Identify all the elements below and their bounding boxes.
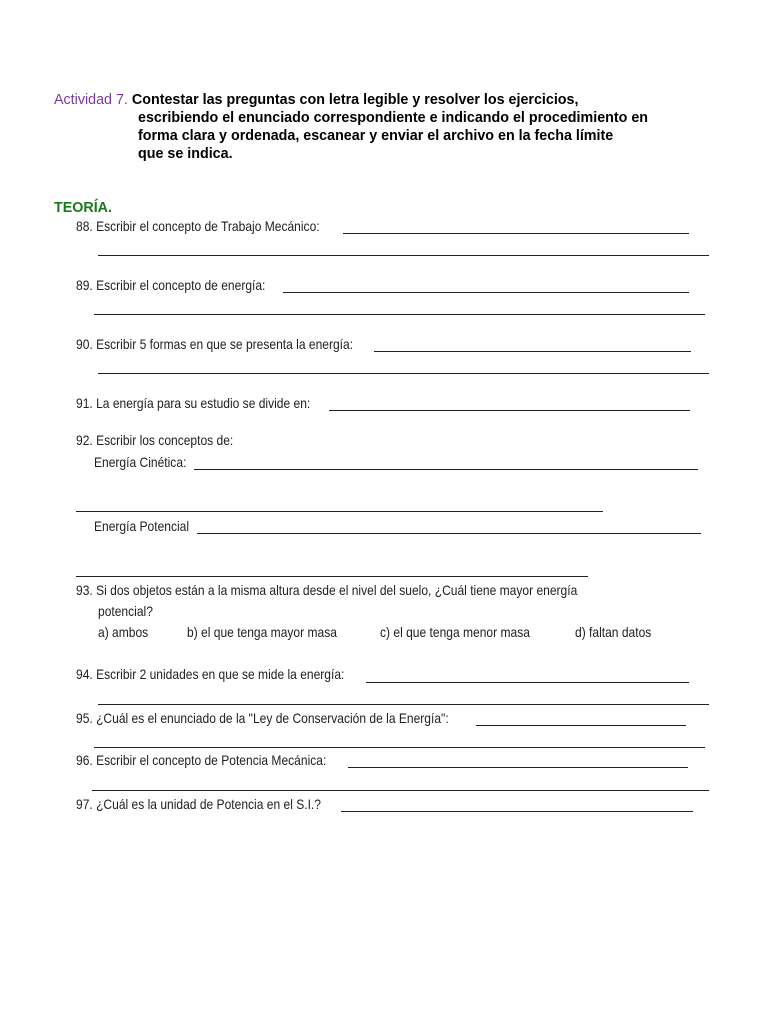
instruction-line-2: escribiendo el enunciado correspondiente e indicando el procedimiento en — [138, 110, 649, 126]
answer-line-96b[interactable] — [92, 790, 709, 791]
question-88: 88. Escribir el concepto de Trabajo Mecánico: — [76, 218, 320, 234]
question-91: 91. La energía para su estudio se divide en: — [76, 395, 311, 411]
question-95: 95. ¿Cuál es el enunciado de la "Ley de Conservación de la Energía": — [76, 710, 449, 726]
answer-line-89a[interactable] — [283, 292, 689, 293]
question-96: 96. Escribir el concepto de Potencia Mecánica: — [76, 752, 327, 768]
answer-line-90b[interactable] — [98, 373, 709, 374]
option-d[interactable]: d) faltan datos — [575, 624, 652, 640]
question-93: 93. Si dos objetos están a la misma altura desde el nivel del suelo, ¿Cuál tiene mayor energía — [76, 582, 578, 598]
question-92-kinetic-label: Energía Cinética: — [94, 454, 187, 470]
answer-line-94a[interactable] — [366, 682, 689, 683]
instruction-line-1: Contestar las preguntas con letra legible y resolver los ejercicios, — [131, 92, 579, 108]
activity-instructions — [54, 92, 578, 108]
question-94: 94. Escribir 2 unidades en que se mide la energía: — [76, 666, 345, 682]
answer-line-97[interactable] — [341, 811, 693, 812]
answer-line-92-potential-b[interactable] — [76, 576, 588, 577]
answer-line-95a[interactable] — [476, 725, 686, 726]
option-c[interactable]: c) el que tenga menor masa — [380, 624, 530, 640]
answer-line-95b[interactable] — [94, 747, 705, 748]
instruction-line-4: que se indica. — [138, 146, 233, 162]
answer-line-91[interactable] — [329, 410, 690, 411]
activity-label: Actividad 7. — [54, 92, 128, 108]
answer-line-88a[interactable] — [343, 233, 689, 234]
section-title: TEORÍA. — [54, 200, 112, 216]
option-a[interactable]: a) ambos — [98, 624, 149, 640]
answer-line-94b[interactable] — [98, 704, 709, 705]
answer-line-90a[interactable] — [374, 351, 691, 352]
question-90: 90. Escribir 5 formas en que se presenta la energía: — [76, 336, 354, 352]
answer-line-88b[interactable] — [98, 255, 709, 256]
answer-line-96a[interactable] — [348, 767, 688, 768]
answer-line-92-potential-a[interactable] — [197, 533, 701, 534]
question-93-continuation: potencial? — [98, 603, 153, 619]
answer-line-92-kinetic-b[interactable] — [76, 511, 603, 512]
question-89: 89. Escribir el concepto de energía: — [76, 277, 266, 293]
question-97: 97. ¿Cuál es la unidad de Potencia en el S.I.? — [76, 796, 321, 812]
answer-line-92-kinetic-a[interactable] — [194, 469, 698, 470]
answer-line-89b[interactable] — [94, 314, 705, 315]
question-92: 92. Escribir los conceptos de: — [76, 432, 234, 448]
instruction-line-3: forma clara y ordenada, escanear y enviar el archivo en la fecha límite — [138, 128, 614, 144]
option-b[interactable]: b) el que tenga mayor masa — [187, 624, 337, 640]
question-92-potential-label: Energía Potencial — [94, 518, 190, 534]
